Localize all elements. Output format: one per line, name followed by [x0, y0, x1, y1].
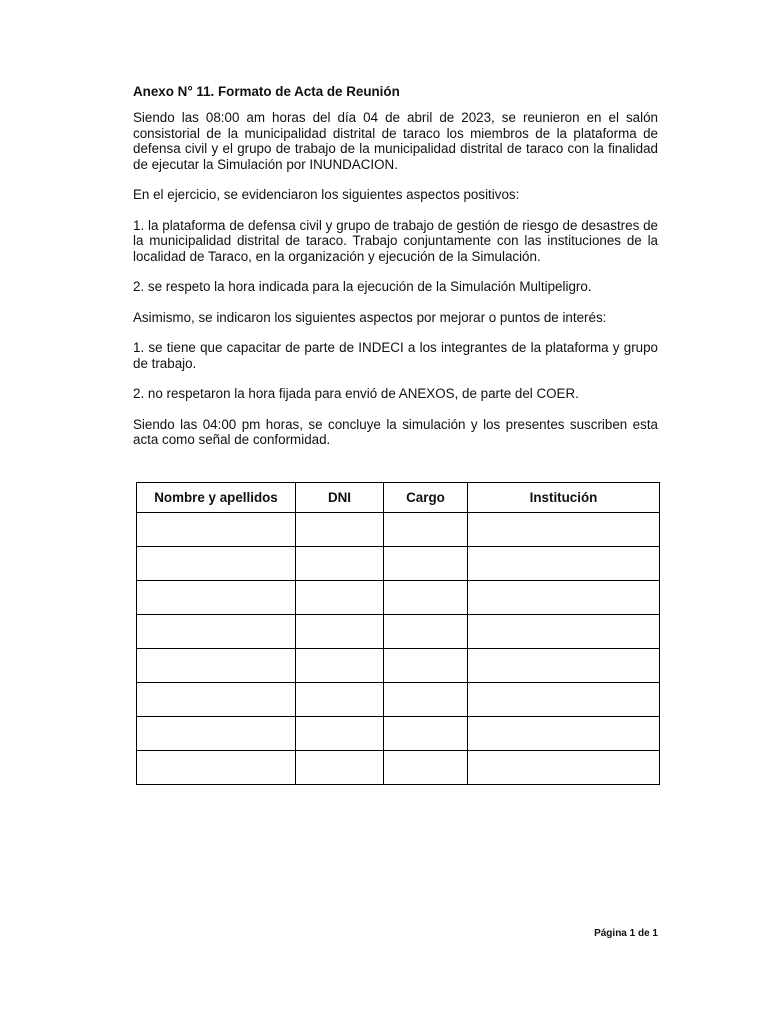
- table-cell: [137, 683, 296, 717]
- paragraph-closing: Siendo las 04:00 pm horas, se concluye la simulación y los presentes suscriben esta acta como señal de conformidad.: [133, 416, 658, 447]
- table-cell: [296, 547, 384, 581]
- table-cell: [384, 581, 468, 615]
- header-institucion: Institución: [468, 483, 660, 513]
- table-cell: [468, 615, 660, 649]
- table-row: [137, 615, 660, 649]
- paragraph-improve-1: 1. se tiene que capacitar de parte de INDECI a los integrantes de la plataforma y grupo de trabajo.: [133, 340, 658, 371]
- table-cell: [468, 683, 660, 717]
- page-number: Página 1 de 1: [594, 928, 658, 939]
- paragraph-opening: Siendo las 08:00 am horas del día 04 de abril de 2023, se reunieron en el salón consistorial de la municipalidad distrital de taraco los miembros de la plataforma de defensa civil y el grupo de trabajo de la municipalidad distrital de taraco con la finalidad de ejecutar la Simulación por INUNDACION.: [133, 110, 658, 172]
- paragraph-positive-intro: En el ejercicio, se evidenciaron los siguientes aspectos positivos:: [133, 187, 520, 202]
- table-cell: [296, 683, 384, 717]
- header-cargo: Cargo: [384, 483, 468, 513]
- table-row: [137, 547, 660, 581]
- table-cell: [384, 751, 468, 785]
- table-cell: [468, 751, 660, 785]
- document-title: Anexo N° 11. Formato de Acta de Reunión: [133, 84, 400, 99]
- table-cell: [296, 649, 384, 683]
- header-nombre: Nombre y apellidos: [137, 483, 296, 513]
- table-cell: [468, 547, 660, 581]
- table-row: [137, 513, 660, 547]
- table-row: [137, 751, 660, 785]
- table-cell: [137, 751, 296, 785]
- table-cell: [137, 513, 296, 547]
- table-cell: [384, 717, 468, 751]
- header-dni: DNI: [296, 483, 384, 513]
- table-header-row: [137, 483, 660, 513]
- paragraph-positive-1: 1. la plataforma de defensa civil y grupo de trabajo de gestión de riesgo de desastres de la municipalidad distrital de taraco. Trabajo conjuntamente con las instituciones de la localidad de Taraco, en la organización y ejecución de la Simulación.: [133, 217, 658, 264]
- table-cell: [296, 513, 384, 547]
- table-cell: [384, 649, 468, 683]
- table-cell: [384, 615, 468, 649]
- table-cell: [296, 717, 384, 751]
- table-cell: [137, 649, 296, 683]
- table-cell: [468, 717, 660, 751]
- paragraph-improve-2: 2. no respetaron la hora fijada para envió de ANEXOS, de parte del COER.: [133, 386, 579, 401]
- table-cell: [137, 547, 296, 581]
- table-cell: [296, 581, 384, 615]
- table-cell: [137, 717, 296, 751]
- table-cell: [384, 513, 468, 547]
- document-body: [133, 84, 658, 463]
- table-cell: [137, 615, 296, 649]
- paragraph-positive-2: 2. se respeto la hora indicada para la ejecución de la Simulación Multipeligro.: [133, 279, 592, 294]
- table-cell: [468, 513, 660, 547]
- table-row: [137, 581, 660, 615]
- paragraph-improve-intro: Asimismo, se indicaron los siguientes aspectos por mejorar o puntos de interés:: [133, 309, 607, 325]
- table-cell: [137, 581, 296, 615]
- table-cell: [296, 751, 384, 785]
- table-row: [137, 649, 660, 683]
- table-cell: [384, 547, 468, 581]
- table-cell: [468, 649, 660, 683]
- table-cell: [468, 581, 660, 615]
- table-cell: [384, 683, 468, 717]
- table-row: [137, 717, 660, 751]
- table-row: [137, 683, 660, 717]
- table-cell: [296, 615, 384, 649]
- signature-table: [136, 482, 660, 785]
